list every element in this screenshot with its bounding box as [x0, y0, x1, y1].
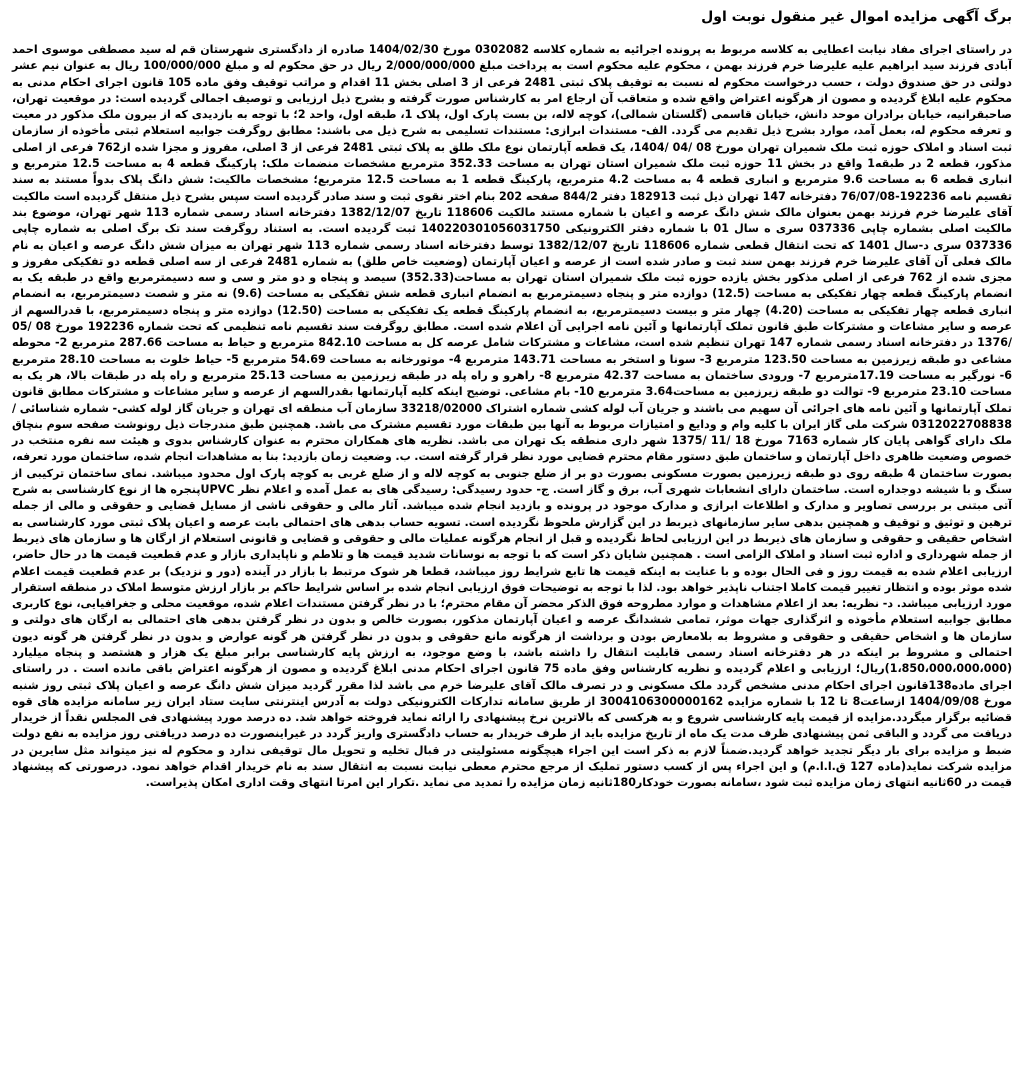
notice-body: در راستای اجرای مفاد نیابت اعطایی به کلاسه مربوط به پرونده اجرائیه به شماره کلاسه 0302082 مورخ 1404/02/30 صادره از دادگستری شهرستان قم له سید مصطفی موسوی احمد آبادی فرزند سید ابراهیم علیه علیرضا خرم فرزند بهمن ، محکوم علیه محکوم است به پرداخت مبلغ 2/000/000/000 ریال در حق محکوم له و مبلغ 100/000/000 ریال به عنوان نیم عشر دولتی در حق صندوق دولت ، حسب درخواست محکوم له نسبت به توقیف پلاک ثبتی 2481 فرعی از 3 اصلی بخش 11 اقدام و مراتب توقیف وفق ماده 105 قانون اجرای احکام مدنی به محکوم علیه ابلاغ گردیده و مصون از هرگونه اعتراض واقع شده و متعاقب آن ارجاع امر به کارشناس صورت گرفته و بشرح ذیل ارزیابی و توصیف اجمالی گردیده است: در موقعیت تهران، صاحبقرانیه، خیابان برادران موحد دانش، خیابان قاسمی (گلستان شمالی)، کوچه لاله، بن بست پارک اول، پلاک 1، طبقه اول، واحد 2؛ با توجه به بازدیدی که از بیرون ملک مذکور در معیت و تعرفه محکوم له، بعمل آمد، موارد بشرح ذیل تقدیم می گردد. الف- مستندات ابرازی: مستندات تسلیمی به شرح ذیل می باشند: مطابق روگرفت جوابیه استعلام ثبتی مأخوذه از سازمان ثبت اسناد و املاک حوزه ثبت ملک شمیران تهران مورخ 08 /04 /1404، یک قطعه آپارتمان نوع ملک طلق به پلاک ثبتی 2481 فرعی از 3 اصلی، مفروز و مجزا شده از762 فرعی از اصلی مذکور، قطعه 2 در طبقه1 واقع در بخش 11 حوزه ثبت ملک شمیران استان تهران به مساحت 352.33 مترمربع مشخصات منضمات ملک: پارکینگ قطعه 4 به مساحت 12.5 مترمربع و انباری قطعه 6 به مساحت 9.6 مترمربع و انباری قطعه 4 به مساحت 4.2 مترمربع، پارکینگ قطعه 1 به مساحت 12.5 مترمربع؛ مشخصات مالکیت: شش دانگ پلاک بدواً مستند به سند تقسیم نامه 192236-76/07/08 دفترخانه 147 تهران ذیل ثبت 182913 دفتر 844/2 صفحه 202 بنام اختر نقوی ثبت و سند صادر گردیده است سپس بشرح ذیل منتقل گردیده است مالکیت آقای علیرضا خرم فرزند بهمن بعنوان مالک شش دانگ عرصه و اعیان با شماره مستند مالکیت 118606 تاریخ 1382/12/07 دفترخانه اسناد رسمی شماره 113 شهر تهران، موضوع بند مالکیت اصلی بشماره چاپی 037336 سری ه سال 01 با شماره دفتر الکترونیکی 140220301056031750 ثبت گردیده است. به استناد روگرفت سند تک برگ اصلی به شماره چاپی 037336 سری د-سال 1401 که تحت انتقال قطعی شماره 118606 تاریخ 1382/12/07 توسط دفترخانه اسناد رسمی شماره 113 شهر تهران به میزان شش دانگ عرصه و اعیان به نام مالک فعلی آن آقای علیرضا خرم فرزند بهمن سند ثبت و صادر شده است از عرصه و اعیان آپارتمان (وضعیت خاص طلق) به شماره 2481 فرعی از سه اصلی قطعه دو تفکیکی مفروز و مجزی شده از 762 فرعی از اصلی مذکور بخش یازده حوزه ثبت ملک شمیران استان تهران به مساحت(352.33) سیصد و پنجاه و دو متر و سی و سه دسیمترمربع واقع در طبقه یک به انضمام پارکینگ قطعه چهار تفکیکی به مساحت (12.5) دوازده متر و پنجاه دسیمترمربع به انضمام انباری قطعه شش تفکیکی به مساحت (9.6) نه متر و شصت دسیمترمربع، به انضمام انباری قطعه چهار تفکیکی به مساحت (4.20) چهار متر و بیست دسیمترمربع، به انضمام پارکینگ قطعه یک تفکیکی به مساحت (12.50) دوازده متر و پنجاه دسیمترمربع، با قدرالسهم از عرصه و سایر مشاعات و مشترکات طبق قانون تملک آپارتمانها و آئین نامه اجرایی آن اعلام شده است. مطابق روگرفت سند تقسیم نامه تنظیمی که تحت شماره 192236 مورخ 08 /05 /1376 در دفترخانه اسناد رسمی شماره 147 تهران تنظیم شده است، مشاعات و مشترکات شامل عرصه کل به مساحت 842.10 مترمربع و حیاط به مساحت 287.66 مترمربع 2- محوطه مشاعی دو طبقه زیرزمین به مساحت 123.50 مترمربع 3- سونا و استخر به مساحت 143.71 مترمربع 4- موتورخانه به مساحت 54.69 مترمربع 5- حیاط خلوت به مساحت 28.10 مترمربع 6- نورگیر به مساحت 17.19مترمربع 7- ورودی ساختمان به مساحت 42.37 مترمربع 8- راهرو و راه پله در طبقه زیرزمین به مساحت 25.13 مترمربع و راه پله در طبقات بالا، هر یک به مساحت 23.10 مترمربع 9- توالت دو طبقه زیرزمین به مساحت3.64 مترمربع 10- بام مشاعی. توضیح اینکه کلیه آپارتمانها بقدرالسهم از عرصه و سایر مشاعات و مشترکات مطابق قانون تملک آپارتمانها و آئین نامه های اجرائی آن سهیم می باشند و جریان آب لوله کشی شماره اشتراک 33218/02000 سازمان آب منطقه ای تهران و جریان گاز لوله کشی- شماره شناسائی / 0312022708838 شرکت ملی گاز ایران با کلیه وام و ودایع و امتیازات مربوط به آنها بین طبقات مورد تقسیم مشترک می باشد. همچنین طبق مندرجات ذیل رونوشت صفحه سوم بنچاق ملک دارای گواهی پایان کار شماره 7163 مورخ 18 /11 /1375 شهر داری منطقه یک تهران می باشد. نظریه های همکاران محترم به عنوان کارشناس بدوی و هیئت سه نفره منتخب در خصوص وضعیت ظاهری داخل آپارتمان و ساختمان طبق دستور مقام محترم قضایی مورد نظر قرار گرفته است. ب. وضعیت زمان بازدید: بنا به مشاهدات انجام شده، ساختمان مورد تعرفه، بصورت ساختمان 4 طبقه روی دو طبقه زیرزمین بصورت مسکونی بصورت دو بر از ضلع جنوبی به کوچه لاله و از ضلع غربی به کوچه پارک اول محدود میباشد. نمای ساختمان ترکیبی از سنگ و با شیشه دوجداره است. ساختمان دارای انشعابات شهری آب، برق و گاز است. ج- حدود رسیدگی: رسیدگی های به عمل آمده و اعلام نظر UPVCپنجره ها از نوع کارشناسی به شرح آتی مبتنی بر بررسی تصاویر و مدارک و اطلاعات ابرازی و مدارک موجود در پرونده و بازدید انجام شده میباشد. آثار مالی و حقوقی ناشی از مسایل قضایی و حقوقی و مالی از جمله ترهین و توثیق و توقیف و همچنین بدهی سایر سازمانهای ذیربط در این گزارش ملحوظ نگردیده است. تسویه حساب بدهی های احتمالی بابت عرصه و اعیان پلاک ثبتی مورد کارشناسی به اشخاص حقیقی و حقوقی و سازمان های ذیربط در این ارزیابی لحاظ نگردیده و قبل از انجام هرگونه عملیات مالی و حقوقی و قضایی و قانونی استعلام از ارگان ها و سازمان های ذیربط از جمله شهرداری و اداره ثبت اسناد و املاک الزامی است . همچنین شایان ذکر است که با توجه به نوسانات شدید قیمت ها و تلاطم و ناپایداری بازار و عدم قطعیت قیمت ها در حال حاضر، ارزیابی اعلام شده به قیمت روز و فی الحال بوده و با عنایت به اینکه قیمت ها تابع شرایط روز میباشد، قطعا هر شوک مرتبط با بازار در آینده (دور و نزدیک) بر عدم قطعیت قیمت اعلام شده موثر بوده و انتظار تغییر قیمت کاملا اجتناب ناپذیر خواهد بود. لذا با توجه به توضیحات فوق ارزیابی انجام شده بر اساس شرایط حاکم بر بازار ارزش متوسط املاک در منطقه استقرار مورد ارزیابی میباشد. د- نظریه: بعد از اعلام مشاهدات و موارد مطروحه فوق الذکر محضر آن مقام محترم؛ با در نظر گرفتن مستندات اعلام شده، موقعیت محلی و جغرافیایی، نوع کاربری مطابق جوابیه استعلام مأخوذه و اثرگذاری جهات موثر، تمامی ششدانگ عرصه و اعیان آپارتمان مذکور، بصورت خالص و بدون در نظر گرفتن بدهی های احتمالی به ارگان های دولتی و سازمان ها و اشخاص حقیقی و حقوقی و مشروط به بلامعارض بودن و برداشت از هرگونه مانع حقوقی و بدون در نظر گرفتن هر گونه عوارض و بدون در نظر گرفتن هر گونه دیون احتمالی و مشروط بر اینکه در هر دفترخانه اسناد رسمی قابلیت انتقال را داشته باشد، با وضع موجود، به ارزش پایه کارشناسی برابر مبلغ یک هزار و هشتصد و پنجاه میلیارد (1،850،000،000،000)ریال؛ ارزیابی و اعلام گردیده و نظریه کارشناس وفق ماده 75 قانون اجرای احکام مدنی ابلاغ گردیده و مصون از هرگونه اعتراض باقی مانده است . در راستای اجرای ماده138قانون اجرای احکام مدنی مشخص گردد ملک مسکونی و در تصرف مالک آقای علیرضا خرم می باشد لذا مقرر گردید میزان شش دانگ عرصه و اعیان پلاک ثبتی روز شنبه مورخ 1404/09/08 ازساعت8 تا 12 با شماره مزایده 3004106300000162 از طریق سامانه تدارکات الکترونیکی دولت به آدرس اینترنتی سایت ستاد ایران زیر سامانه مزایده های قوه قضائیه برگزار میگردد.مزایده از قیمت پایه کارشناسی شروع و به هرکسی که بالاترین نرخ پیشنهادی را ارائه نماید فروخته خواهد شد. ده درصد مورد پیشنهادی فی المجلس نقداً از خریدار دریافت می گردد و الباقی ثمن پیشنهادی ظرف مدت یک ماه از تاریخ مزایده باید از طرف خریدار به حساب دادگستری واریز گردد در غیراینصورت ده درصد دریافتی روز مزایده به نفع دولت ضبط و مزایده برای بار دیگر تجدید خواهد گردید.ضمناً لازم به ذکر است این اجراء هیچگونه مسئولیتی در قبال تخلیه و تحویل مال توقیفی ندارد و محکوم له نیز میتواند مثل سایرین در مزایده شرکت نماید(ماده 127 ق.ا.ا.م) و این اجراء پس از کسب دستور تملیک از مرجع محترم معطی نیابت نسبت به انتقال سند به نام خریدار اقدام خواهد نمود. درصورتی که پیشنهاد قیمت در 60ثانیه انتهای زمان مزایده ثبت شود ،سامانه بصورت خودکار180ثانیه زمان مزایده را تمدید می نماید .تکرار این امرتا انتهای وقت اداری امکان پذیراست. [12, 43, 1013, 790]
notice-title: برگ آگهی مزایده اموال غیر منقول نوبت اول [701, 9, 1012, 25]
